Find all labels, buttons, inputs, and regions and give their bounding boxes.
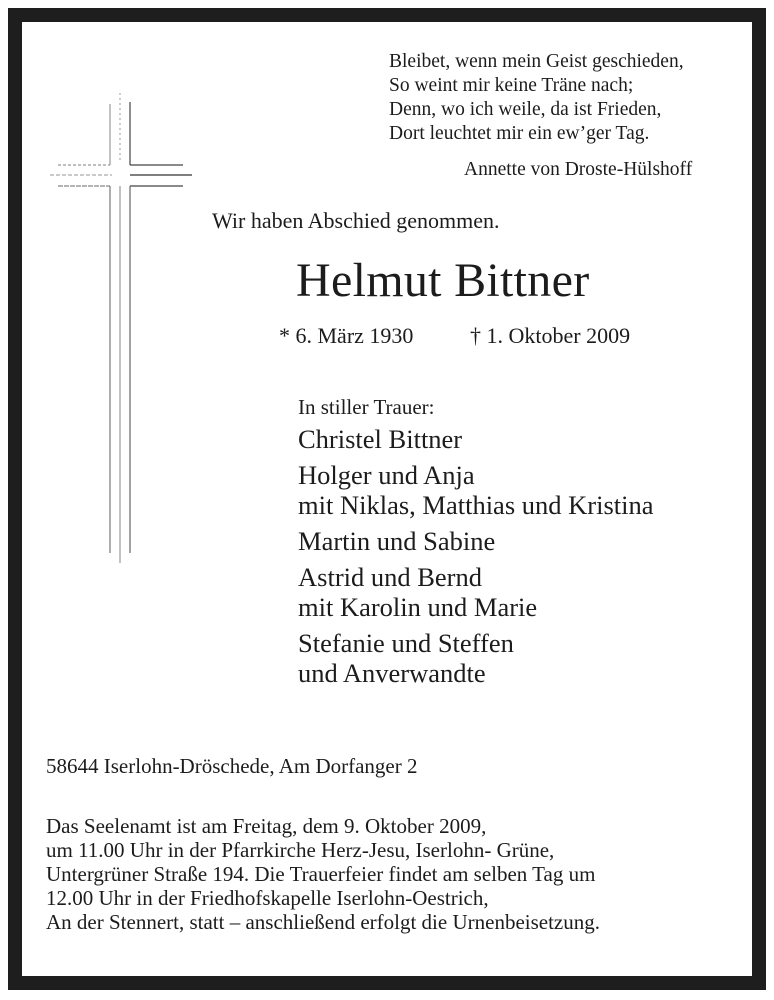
mourner-group <box>298 562 654 622</box>
poem-author: Annette von Droste-Hülshoff <box>464 159 693 180</box>
poem-line: Denn, wo ich weile, da ist Frieden, <box>389 99 662 120</box>
mourner-group <box>298 526 654 556</box>
mourner-name: Martin und Sabine <box>298 526 496 556</box>
poem-line: Dort leuchtet mir ein ew’ger Tag. <box>389 123 650 144</box>
mourner-name: Holger und Anja <box>298 460 475 490</box>
farewell-text: Wir haben Abschied genommen. <box>212 208 500 233</box>
service-line: Untergrüner Straße 194. Die Trauerfeier findet am selben Tag um <box>46 862 596 886</box>
service-line: Das Seelenamt ist am Freitag, dem 9. Oktober 2009, <box>46 814 487 838</box>
mourner-group <box>298 628 654 688</box>
family-address: 58644 Iserlohn-Dröschede, Am Dorfanger 2 <box>46 754 418 778</box>
poem-line: So weint mir keine Träne nach; <box>389 75 634 96</box>
mourner-name: mit Niklas, Matthias und Kristina <box>298 490 654 520</box>
mourner-name: Christel Bittner <box>298 424 463 454</box>
mourner-name: mit Karolin und Marie <box>298 592 538 622</box>
service-line: An der Stennert, statt – anschließend erfolgt die Urnenbeisetzung. <box>46 910 600 934</box>
mourner-name: Astrid und Bernd <box>298 562 483 592</box>
service-details <box>46 814 600 934</box>
mourner-name: und Anverwandte <box>298 658 486 688</box>
death-date: † 1. Oktober 2009 <box>470 323 631 348</box>
mourners-list <box>298 424 654 694</box>
deceased-name: Helmut Bittner <box>296 254 590 307</box>
mourner-group <box>298 460 654 520</box>
service-line: um 11.00 Uhr in der Pfarrkirche Herz-Jesu, Iserlohn- Grüne, <box>46 838 555 862</box>
poem-line: Bleibet, wenn mein Geist geschieden, <box>389 51 684 72</box>
poem <box>389 50 684 146</box>
service-line: 12.00 Uhr in der Friedhofskapelle Iserlohn-Oestrich, <box>46 886 489 910</box>
mourner-group <box>298 424 654 454</box>
mourner-name: Stefanie und Steffen <box>298 628 514 658</box>
mourning-label: In stiller Trauer: <box>298 395 435 419</box>
birth-date: * 6. März 1930 <box>279 323 414 348</box>
